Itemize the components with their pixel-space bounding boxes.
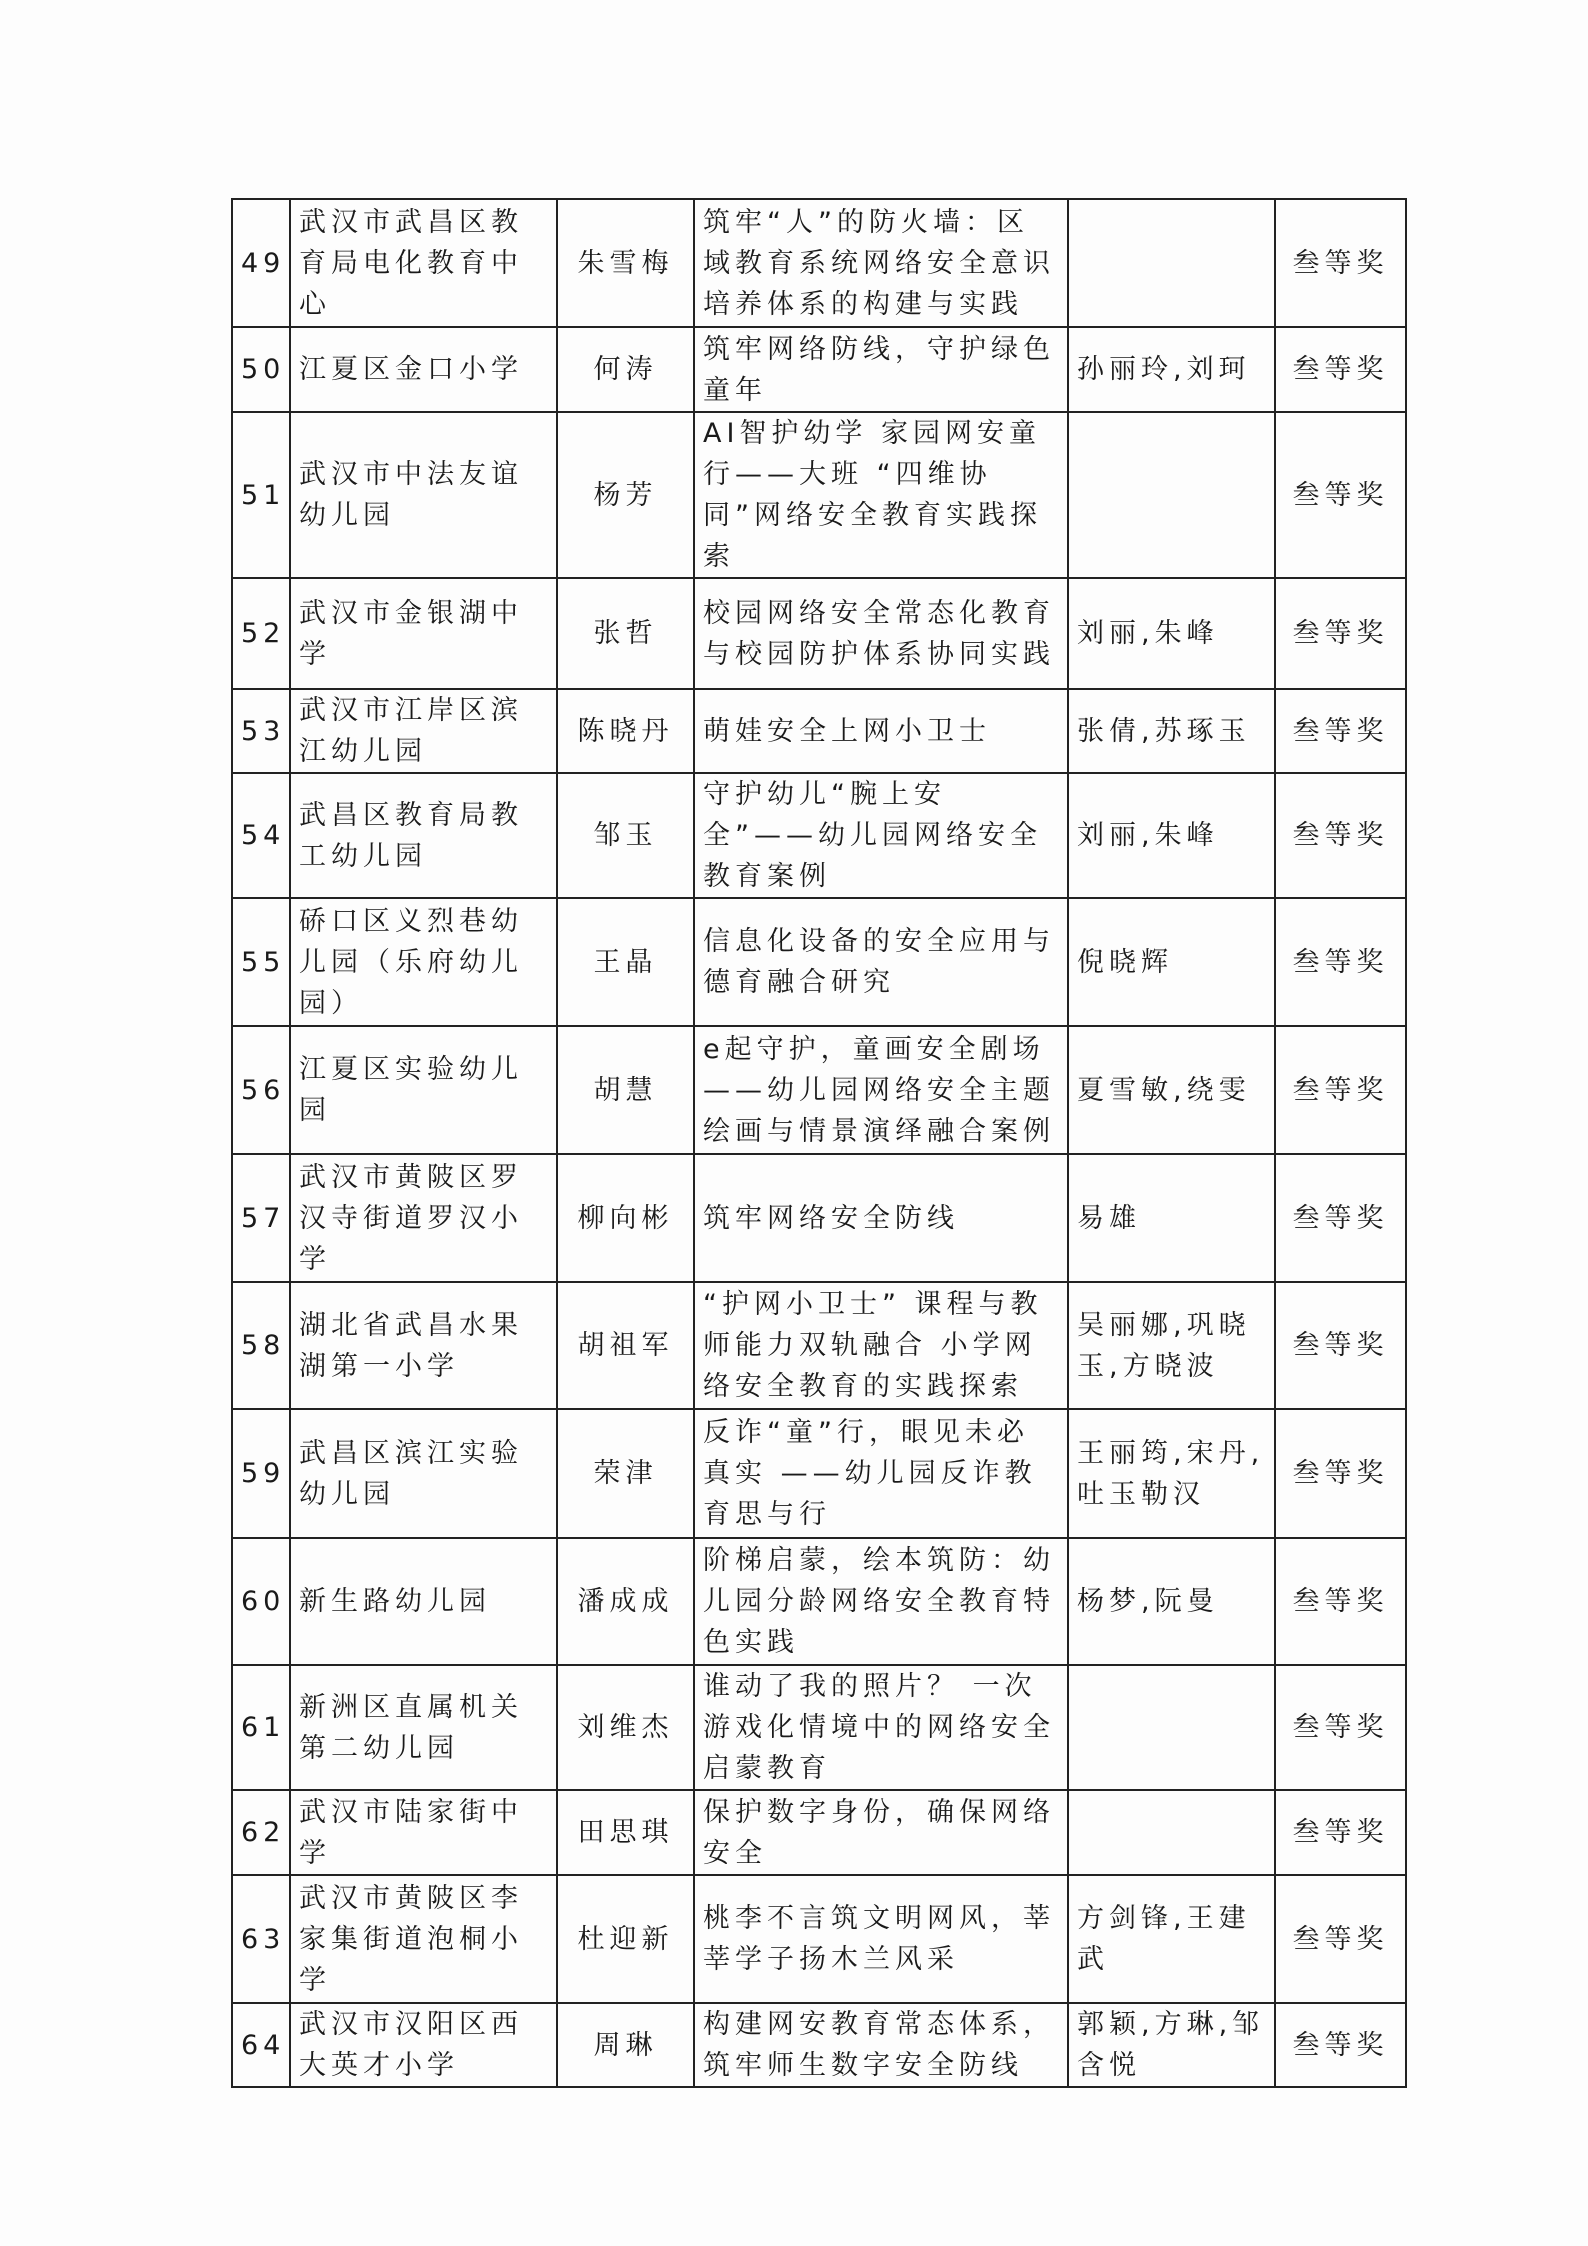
table-row	[232, 1790, 1406, 1875]
table-row	[232, 2003, 1406, 2087]
unit-cell: 武汉市汉阳区西大英才小学	[290, 2003, 557, 2087]
row-number: 55	[232, 898, 290, 1026]
row-number: 56	[232, 1026, 290, 1154]
tutor-cell: 王丽筠,宋丹,吐玉勒汉	[1068, 1409, 1275, 1538]
row-number: 59	[232, 1409, 290, 1538]
table-row	[232, 1875, 1406, 2003]
row-number: 63	[232, 1875, 290, 2003]
row-number: 58	[232, 1282, 290, 1409]
author-cell: 田思琪	[557, 1790, 694, 1875]
author-cell: 周琳	[557, 2003, 694, 2087]
tutor-cell: 郭颖,方琳,邹含悦	[1068, 2003, 1275, 2087]
award-cell: 叁等奖	[1275, 1026, 1406, 1154]
table-row	[232, 1282, 1406, 1409]
table-row	[232, 1409, 1406, 1538]
unit-cell: 武汉市金银湖中学	[290, 578, 557, 689]
row-number: 57	[232, 1154, 290, 1282]
title-cell: 保护数字身份，确保网络安全	[694, 1790, 1068, 1875]
unit-cell: 武汉市武昌区教育局电化教育中心	[290, 199, 557, 327]
tutor-cell: 孙丽玲,刘珂	[1068, 327, 1275, 412]
row-number: 54	[232, 773, 290, 898]
award-cell: 叁等奖	[1275, 2003, 1406, 2087]
row-number: 61	[232, 1665, 290, 1790]
unit-cell: 武昌区滨江实验幼儿园	[290, 1409, 557, 1538]
title-cell: 校园网络安全常态化教育与校园防护体系协同实践	[694, 578, 1068, 689]
tutor-cell	[1068, 412, 1275, 578]
author-cell: 胡祖军	[557, 1282, 694, 1409]
unit-cell: 江夏区金口小学	[290, 327, 557, 412]
title-cell: 谁动了我的照片？ 一次游戏化情境中的网络安全启蒙教育	[694, 1665, 1068, 1790]
title-cell: “护网小卫士” 课程与教师能力双轨融合 小学网络安全教育的实践探索	[694, 1282, 1068, 1409]
unit-cell: 江夏区实验幼儿园	[290, 1026, 557, 1154]
award-cell: 叁等奖	[1275, 199, 1406, 327]
award-cell: 叁等奖	[1275, 327, 1406, 412]
tutor-cell	[1068, 1665, 1275, 1790]
award-cell: 叁等奖	[1275, 1154, 1406, 1282]
tutor-cell: 吴丽娜,巩晓玉,方晓波	[1068, 1282, 1275, 1409]
title-cell: e起守护，童画安全剧场——幼儿园网络安全主题绘画与情景演绎融合案例	[694, 1026, 1068, 1154]
table-row	[232, 898, 1406, 1026]
author-cell: 胡慧	[557, 1026, 694, 1154]
table-row	[232, 1026, 1406, 1154]
tutor-cell: 夏雪敏,绕雯	[1068, 1026, 1275, 1154]
table-row	[232, 1154, 1406, 1282]
table-row	[232, 199, 1406, 327]
author-cell: 何涛	[557, 327, 694, 412]
awards-table	[231, 198, 1407, 2088]
award-cell: 叁等奖	[1275, 1790, 1406, 1875]
author-cell: 张哲	[557, 578, 694, 689]
tutor-cell: 刘丽,朱峰	[1068, 578, 1275, 689]
award-cell: 叁等奖	[1275, 898, 1406, 1026]
tutor-cell	[1068, 1790, 1275, 1875]
row-number: 60	[232, 1538, 290, 1665]
author-cell: 王晶	[557, 898, 694, 1026]
row-number: 50	[232, 327, 290, 412]
author-cell: 柳向彬	[557, 1154, 694, 1282]
title-cell: 信息化设备的安全应用与德育融合研究	[694, 898, 1068, 1026]
table-row	[232, 773, 1406, 898]
unit-cell: 武汉市江岸区滨江幼儿园	[290, 689, 557, 773]
award-cell: 叁等奖	[1275, 1538, 1406, 1665]
award-cell: 叁等奖	[1275, 1409, 1406, 1538]
award-cell: 叁等奖	[1275, 1282, 1406, 1409]
row-number: 62	[232, 1790, 290, 1875]
row-number: 64	[232, 2003, 290, 2087]
award-cell: 叁等奖	[1275, 773, 1406, 898]
row-number: 52	[232, 578, 290, 689]
table-row	[232, 689, 1406, 773]
title-cell: 阶梯启蒙，绘本筑防：幼儿园分龄网络安全教育特色实践	[694, 1538, 1068, 1665]
unit-cell: 武汉市陆家街中学	[290, 1790, 557, 1875]
title-cell: 反诈“童”行，眼见未必真实 ——幼儿园反诈教育思与行	[694, 1409, 1068, 1538]
unit-cell: 新洲区直属机关第二幼儿园	[290, 1665, 557, 1790]
author-cell: 朱雪梅	[557, 199, 694, 327]
award-cell: 叁等奖	[1275, 412, 1406, 578]
tutor-cell: 倪晓辉	[1068, 898, 1275, 1026]
author-cell: 杨芳	[557, 412, 694, 578]
table-row	[232, 578, 1406, 689]
author-cell: 杜迎新	[557, 1875, 694, 2003]
unit-cell: 硚口区义烈巷幼儿园（乐府幼儿园）	[290, 898, 557, 1026]
author-cell: 陈晓丹	[557, 689, 694, 773]
table-row	[232, 1538, 1406, 1665]
row-number: 49	[232, 199, 290, 327]
table-row	[232, 327, 1406, 412]
row-number: 53	[232, 689, 290, 773]
awards-table-body	[232, 199, 1406, 2087]
author-cell: 荣津	[557, 1409, 694, 1538]
title-cell: 筑牢网络防线，守护绿色童年	[694, 327, 1068, 412]
award-cell: 叁等奖	[1275, 689, 1406, 773]
author-cell: 潘成成	[557, 1538, 694, 1665]
tutor-cell: 杨梦,阮曼	[1068, 1538, 1275, 1665]
tutor-cell: 张倩,苏琢玉	[1068, 689, 1275, 773]
unit-cell: 武汉市中法友谊幼儿园	[290, 412, 557, 578]
unit-cell: 武汉市黄陂区李家集街道泡桐小学	[290, 1875, 557, 2003]
title-cell: 构建网安教育常态体系，筑牢师生数字安全防线	[694, 2003, 1068, 2087]
award-cell: 叁等奖	[1275, 1665, 1406, 1790]
award-cell: 叁等奖	[1275, 578, 1406, 689]
tutor-cell	[1068, 199, 1275, 327]
table-row	[232, 412, 1406, 578]
author-cell: 邹玉	[557, 773, 694, 898]
unit-cell: 武汉市黄陂区罗汉寺街道罗汉小学	[290, 1154, 557, 1282]
title-cell: 桃李不言筑文明网风，莘莘学子扬木兰风采	[694, 1875, 1068, 2003]
unit-cell: 湖北省武昌水果湖第一小学	[290, 1282, 557, 1409]
tutor-cell: 刘丽,朱峰	[1068, 773, 1275, 898]
tutor-cell: 方剑锋,王建武	[1068, 1875, 1275, 2003]
tutor-cell: 易雄	[1068, 1154, 1275, 1282]
title-cell: 萌娃安全上网小卫士	[694, 689, 1068, 773]
title-cell: 筑牢网络安全防线	[694, 1154, 1068, 1282]
title-cell: 守护幼儿“腕上安全”——幼儿园网络安全教育案例	[694, 773, 1068, 898]
title-cell: AI智护幼学 家园网安童行——大班 “四维协同”网络安全教育实践探索	[694, 412, 1068, 578]
title-cell: 筑牢“人”的防火墙：区域教育系统网络安全意识培养体系的构建与实践	[694, 199, 1068, 327]
unit-cell: 武昌区教育局教工幼儿园	[290, 773, 557, 898]
award-cell: 叁等奖	[1275, 1875, 1406, 2003]
row-number: 51	[232, 412, 290, 578]
unit-cell: 新生路幼儿园	[290, 1538, 557, 1665]
author-cell: 刘维杰	[557, 1665, 694, 1790]
table-row	[232, 1665, 1406, 1790]
